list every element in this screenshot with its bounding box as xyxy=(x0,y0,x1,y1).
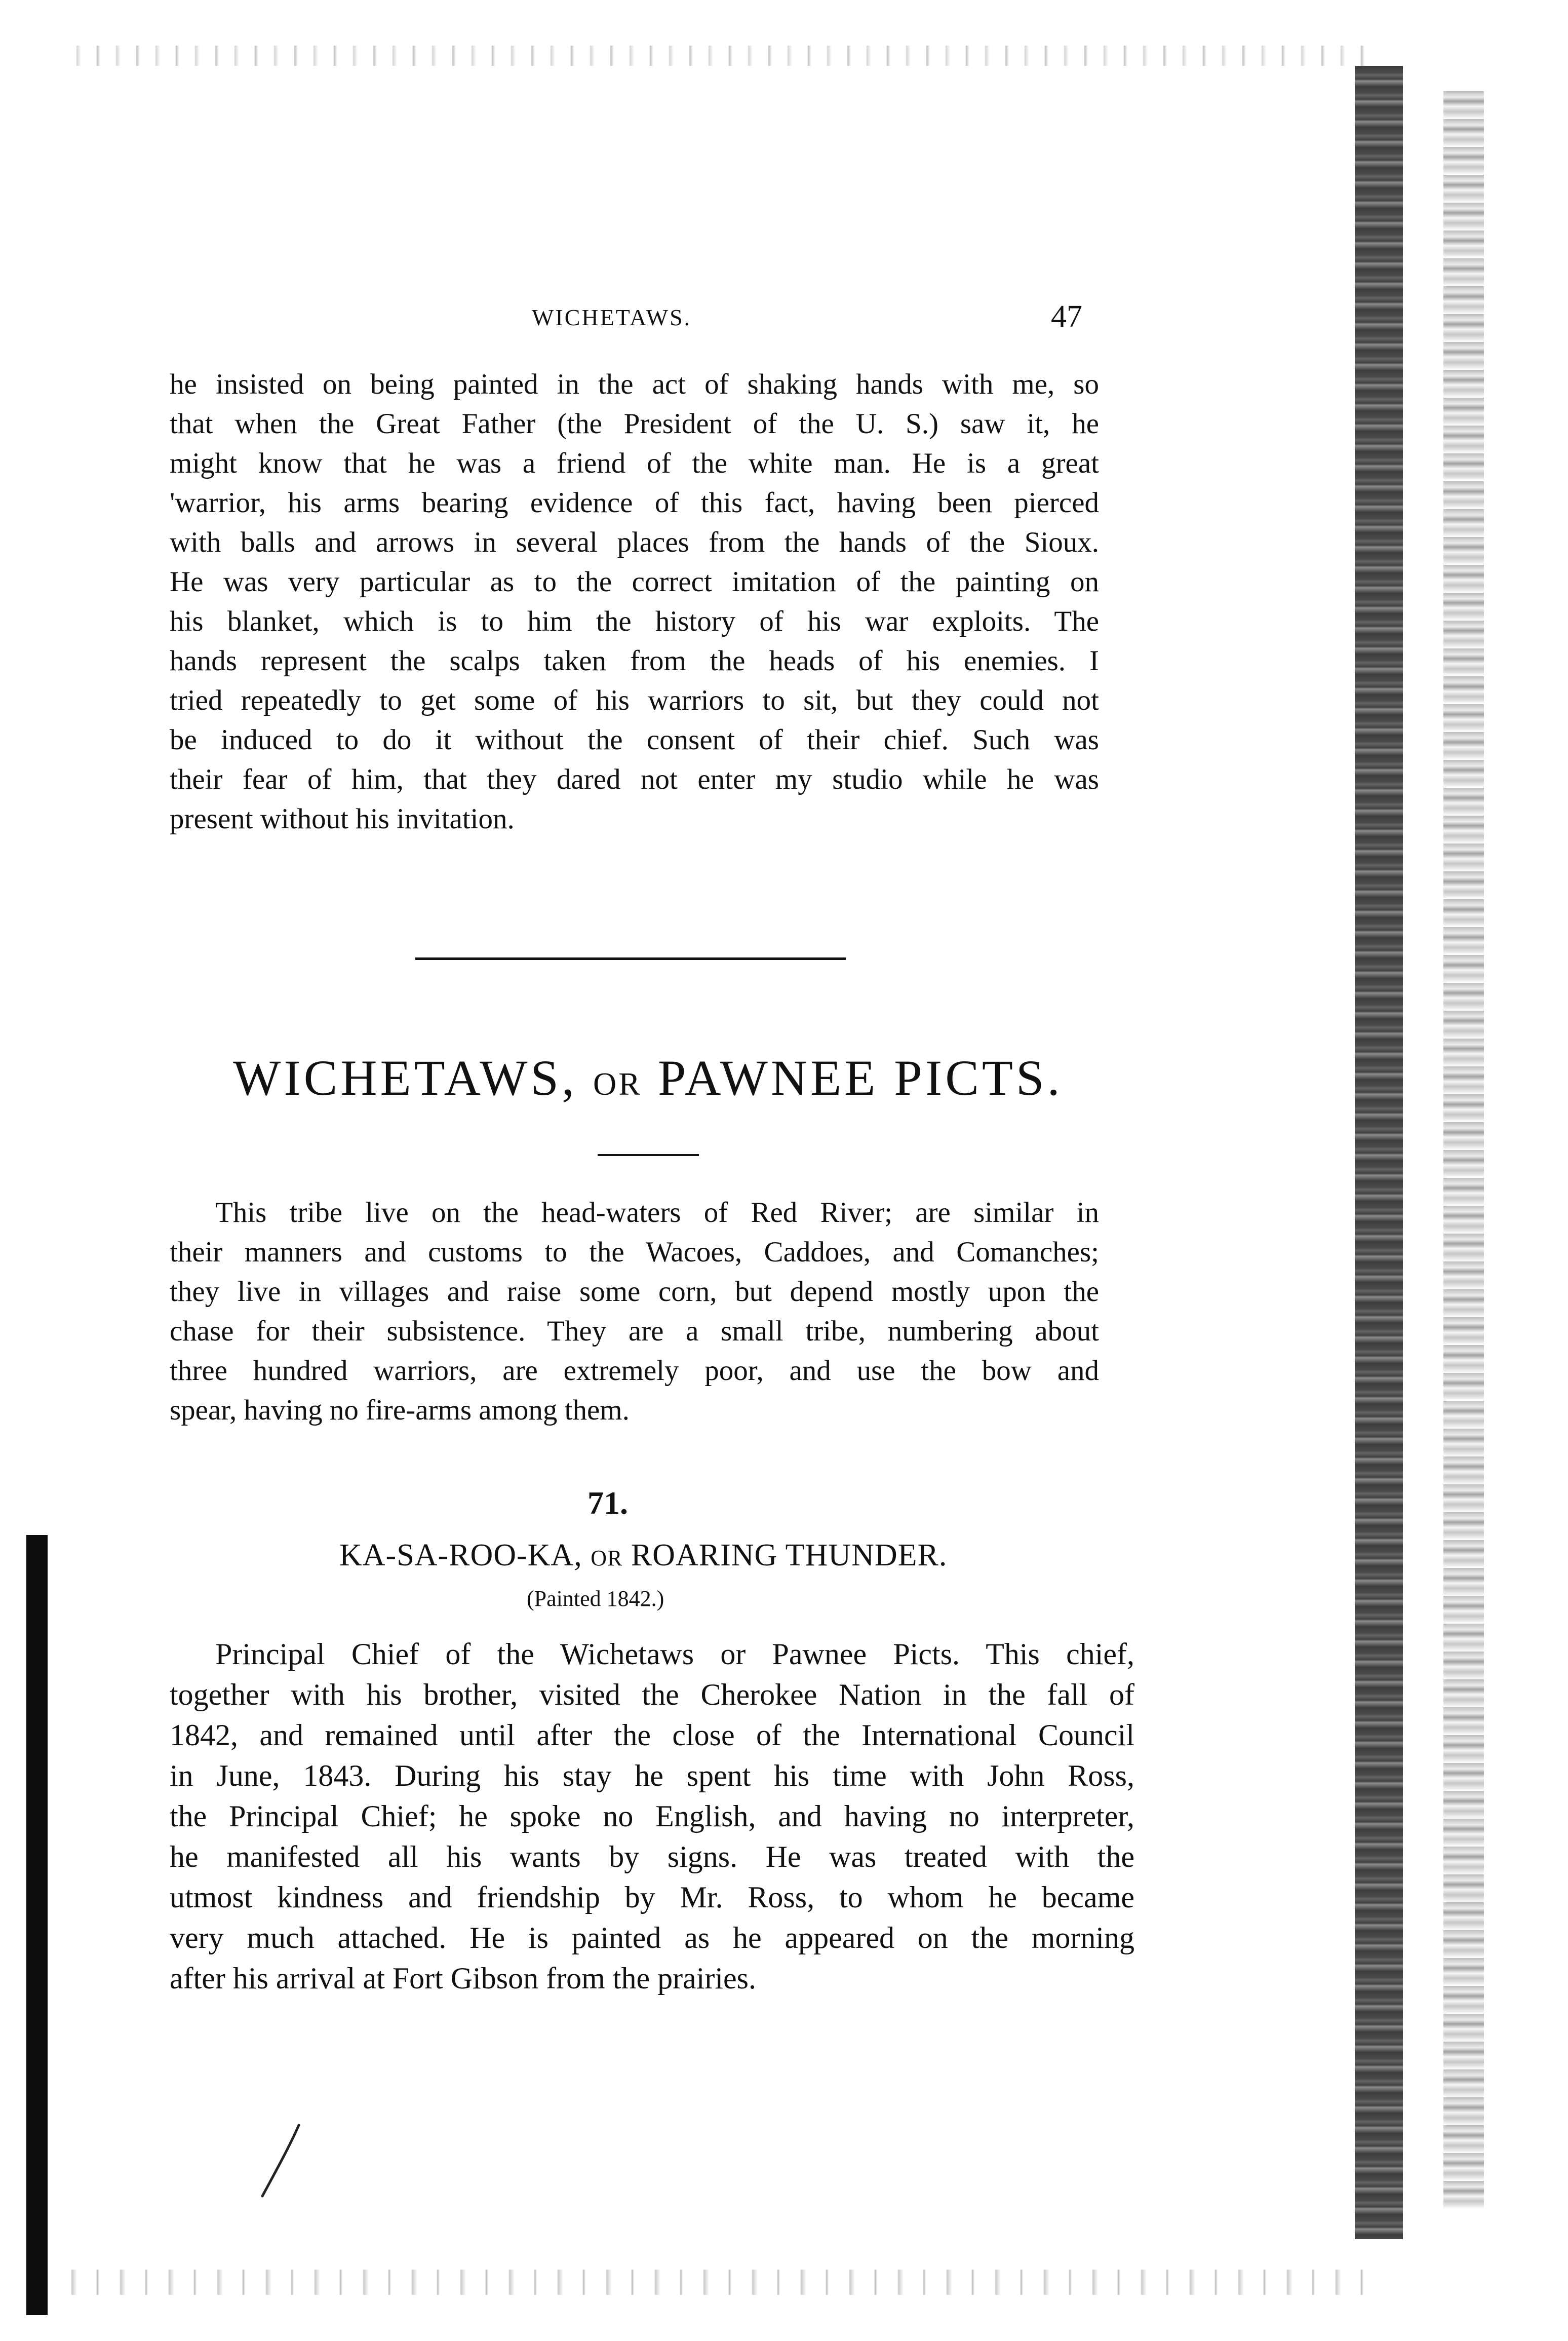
text-line: utmost kindness and friendship by Mr. Ross, to whom he became xyxy=(170,1881,1134,1914)
text-line: chase for their subsistence. They are a small tribe, numbering about xyxy=(170,1315,1099,1347)
plate-date: (Painted 1842.) xyxy=(527,1586,664,1611)
text-line: he manifested all his wants by signs. He was treated with the xyxy=(170,1840,1134,1873)
text-line: tried repeatedly to get some of his warriors to sit, but they could not xyxy=(170,684,1099,716)
plate-name-part1: KA-SA-ROO-KA, xyxy=(339,1538,582,1572)
text-line: the Principal Chief; he spoke no English, and having no interpreter, xyxy=(170,1799,1134,1833)
text-line: that when the Great Father (the President of the U. S.) saw it, he xyxy=(170,408,1099,440)
text-line: be induced to do it without the consent of their chief. Such was xyxy=(170,724,1099,756)
text-line: 1842, and remained until after the close of the International Council xyxy=(170,1718,1134,1752)
text-line: together with his brother, visited the Cherokee Nation in the fall of xyxy=(170,1678,1134,1711)
text-line: very much attached. He is painted as he appeared on the morning xyxy=(170,1921,1134,1954)
plate-name-connector: OR xyxy=(591,1546,623,1570)
section-title-connector: OR xyxy=(593,1066,642,1102)
text-line: their manners and customs to the Wacoes, Caddoes, and Comanches; xyxy=(170,1236,1099,1268)
text-line: they live in villages and raise some corn, but depend mostly upon the xyxy=(170,1276,1099,1308)
page-number: 47 xyxy=(1051,299,1082,334)
section-title xyxy=(233,1049,1104,1107)
text-line: with balls and arrows in several places from the hands of the Sioux. xyxy=(170,526,1099,558)
scan-edge-bottom xyxy=(51,2270,1367,2295)
text-line: their fear of him, that they dared not enter my studio while he was xyxy=(170,763,1099,795)
text-line: might know that he was a friend of the white man. He is a great xyxy=(170,447,1099,479)
pencil-mark xyxy=(258,2123,304,2199)
scan-left-margin-bar xyxy=(26,1535,48,2315)
text-line: Principal Chief of the Wichetaws or Pawnee Picts. This chief, xyxy=(215,1637,1134,1671)
plate-number: 71. xyxy=(587,1485,628,1521)
text-line: present without his invitation. xyxy=(170,803,515,835)
intro-paragraph xyxy=(170,365,1099,839)
text-line: hands represent the scalps taken from the heads of his enemies. I xyxy=(170,645,1099,677)
section-divider xyxy=(415,957,846,960)
text-line: after his arrival at Fort Gibson from the prairies. xyxy=(170,1962,756,1995)
text-line: his blanket, which is to him the history of his war exploits. The xyxy=(170,605,1099,637)
scan-binding-shadow xyxy=(1355,66,1403,2239)
text-line: 'warrior, his arms bearing evidence of this fact, having been pierced xyxy=(170,487,1099,519)
running-head: WICHETAWS. xyxy=(532,304,692,330)
plate-title xyxy=(339,1538,977,1574)
title-underline xyxy=(598,1154,699,1156)
text-line: spear, having no fire-arms among them. xyxy=(170,1394,630,1426)
scan-edge-top xyxy=(61,46,1378,66)
plate-name-part2: ROARING THUNDER. xyxy=(631,1538,948,1572)
text-line: This tribe live on the head-waters of Red River; are similar in xyxy=(215,1197,1099,1229)
text-line: three hundred warriors, are extremely poor, and use the bow and xyxy=(170,1355,1099,1387)
text-line: in June, 1843. During his stay he spent his time with John Ross, xyxy=(170,1759,1134,1792)
section-paragraph xyxy=(170,1193,1099,1430)
section-title-main: WICHETAWS, xyxy=(233,1050,577,1106)
text-line: He was very particular as to the correct imitation of the painting on xyxy=(170,566,1099,598)
plate-paragraph xyxy=(170,1634,1134,1999)
text-line: he insisted on being painted in the act of shaking hands with me, so xyxy=(170,368,1099,400)
scan-page-edge-noise xyxy=(1443,91,1484,2209)
section-title-second: PAWNEE PICTS. xyxy=(657,1050,1063,1106)
